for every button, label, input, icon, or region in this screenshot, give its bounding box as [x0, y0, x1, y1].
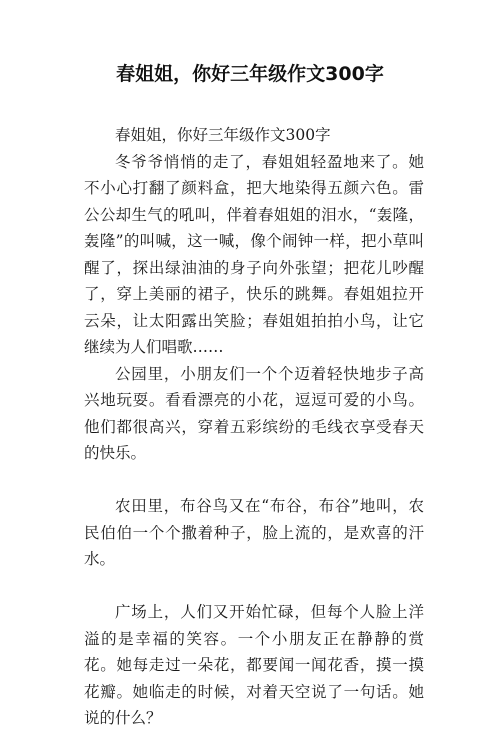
paragraph-square: 广场上，人们又开始忙碌，但每个人脸上洋溢的是幸福的笑容。一个小朋友正在静静的赏花。她每走过一朵花，都要闻一闻花香，摸一摸花瓣。她临走的时候，对着天空说了一句话。她说的什么？: [84, 603, 424, 727]
paragraph-gap: [84, 573, 424, 600]
paragraph-gap: [84, 467, 424, 494]
document-body: [84, 122, 424, 732]
paragraph-spring-arrives: 冬爷爷悄悄的走了，春姐姐轻盈地来了。她不小心打翻了颜料盒，把大地染得五颜六色。雷公公却生气的吼叫，伴着春姐姐的泪水，“轰隆，轰隆”的叫喊，这一喊，像个闹钟一样，把小草叫醒了，探出绿油油的身子向外张望；把花儿吵醒了，穿上美丽的裙子，快乐的跳舞。春姐姐拉开云朵，让太阳露出笑脸；春姐姐拍拍小鸟，让它继续为人们唱歌……: [84, 152, 424, 356]
paragraph-farmland: 农田里，布谷鸟又在“布谷，布谷”地叫，农民伯伯一个个撒着种子，脸上流的，是欢喜的汗水。: [84, 497, 424, 568]
document-title: 春姐姐，你好三年级作文300字: [116, 63, 384, 85]
paragraph-subtitle: 春姐姐，你好三年级作文300字: [115, 126, 331, 144]
paragraph-park: 公园里，小朋友们一个个迈着轻快地步子高兴地玩耍。看看漂亮的小花，逗逗可爱的小鸟。他们都很高兴，穿着五彩缤纷的毛线衣享受春天的快乐。: [84, 364, 424, 462]
